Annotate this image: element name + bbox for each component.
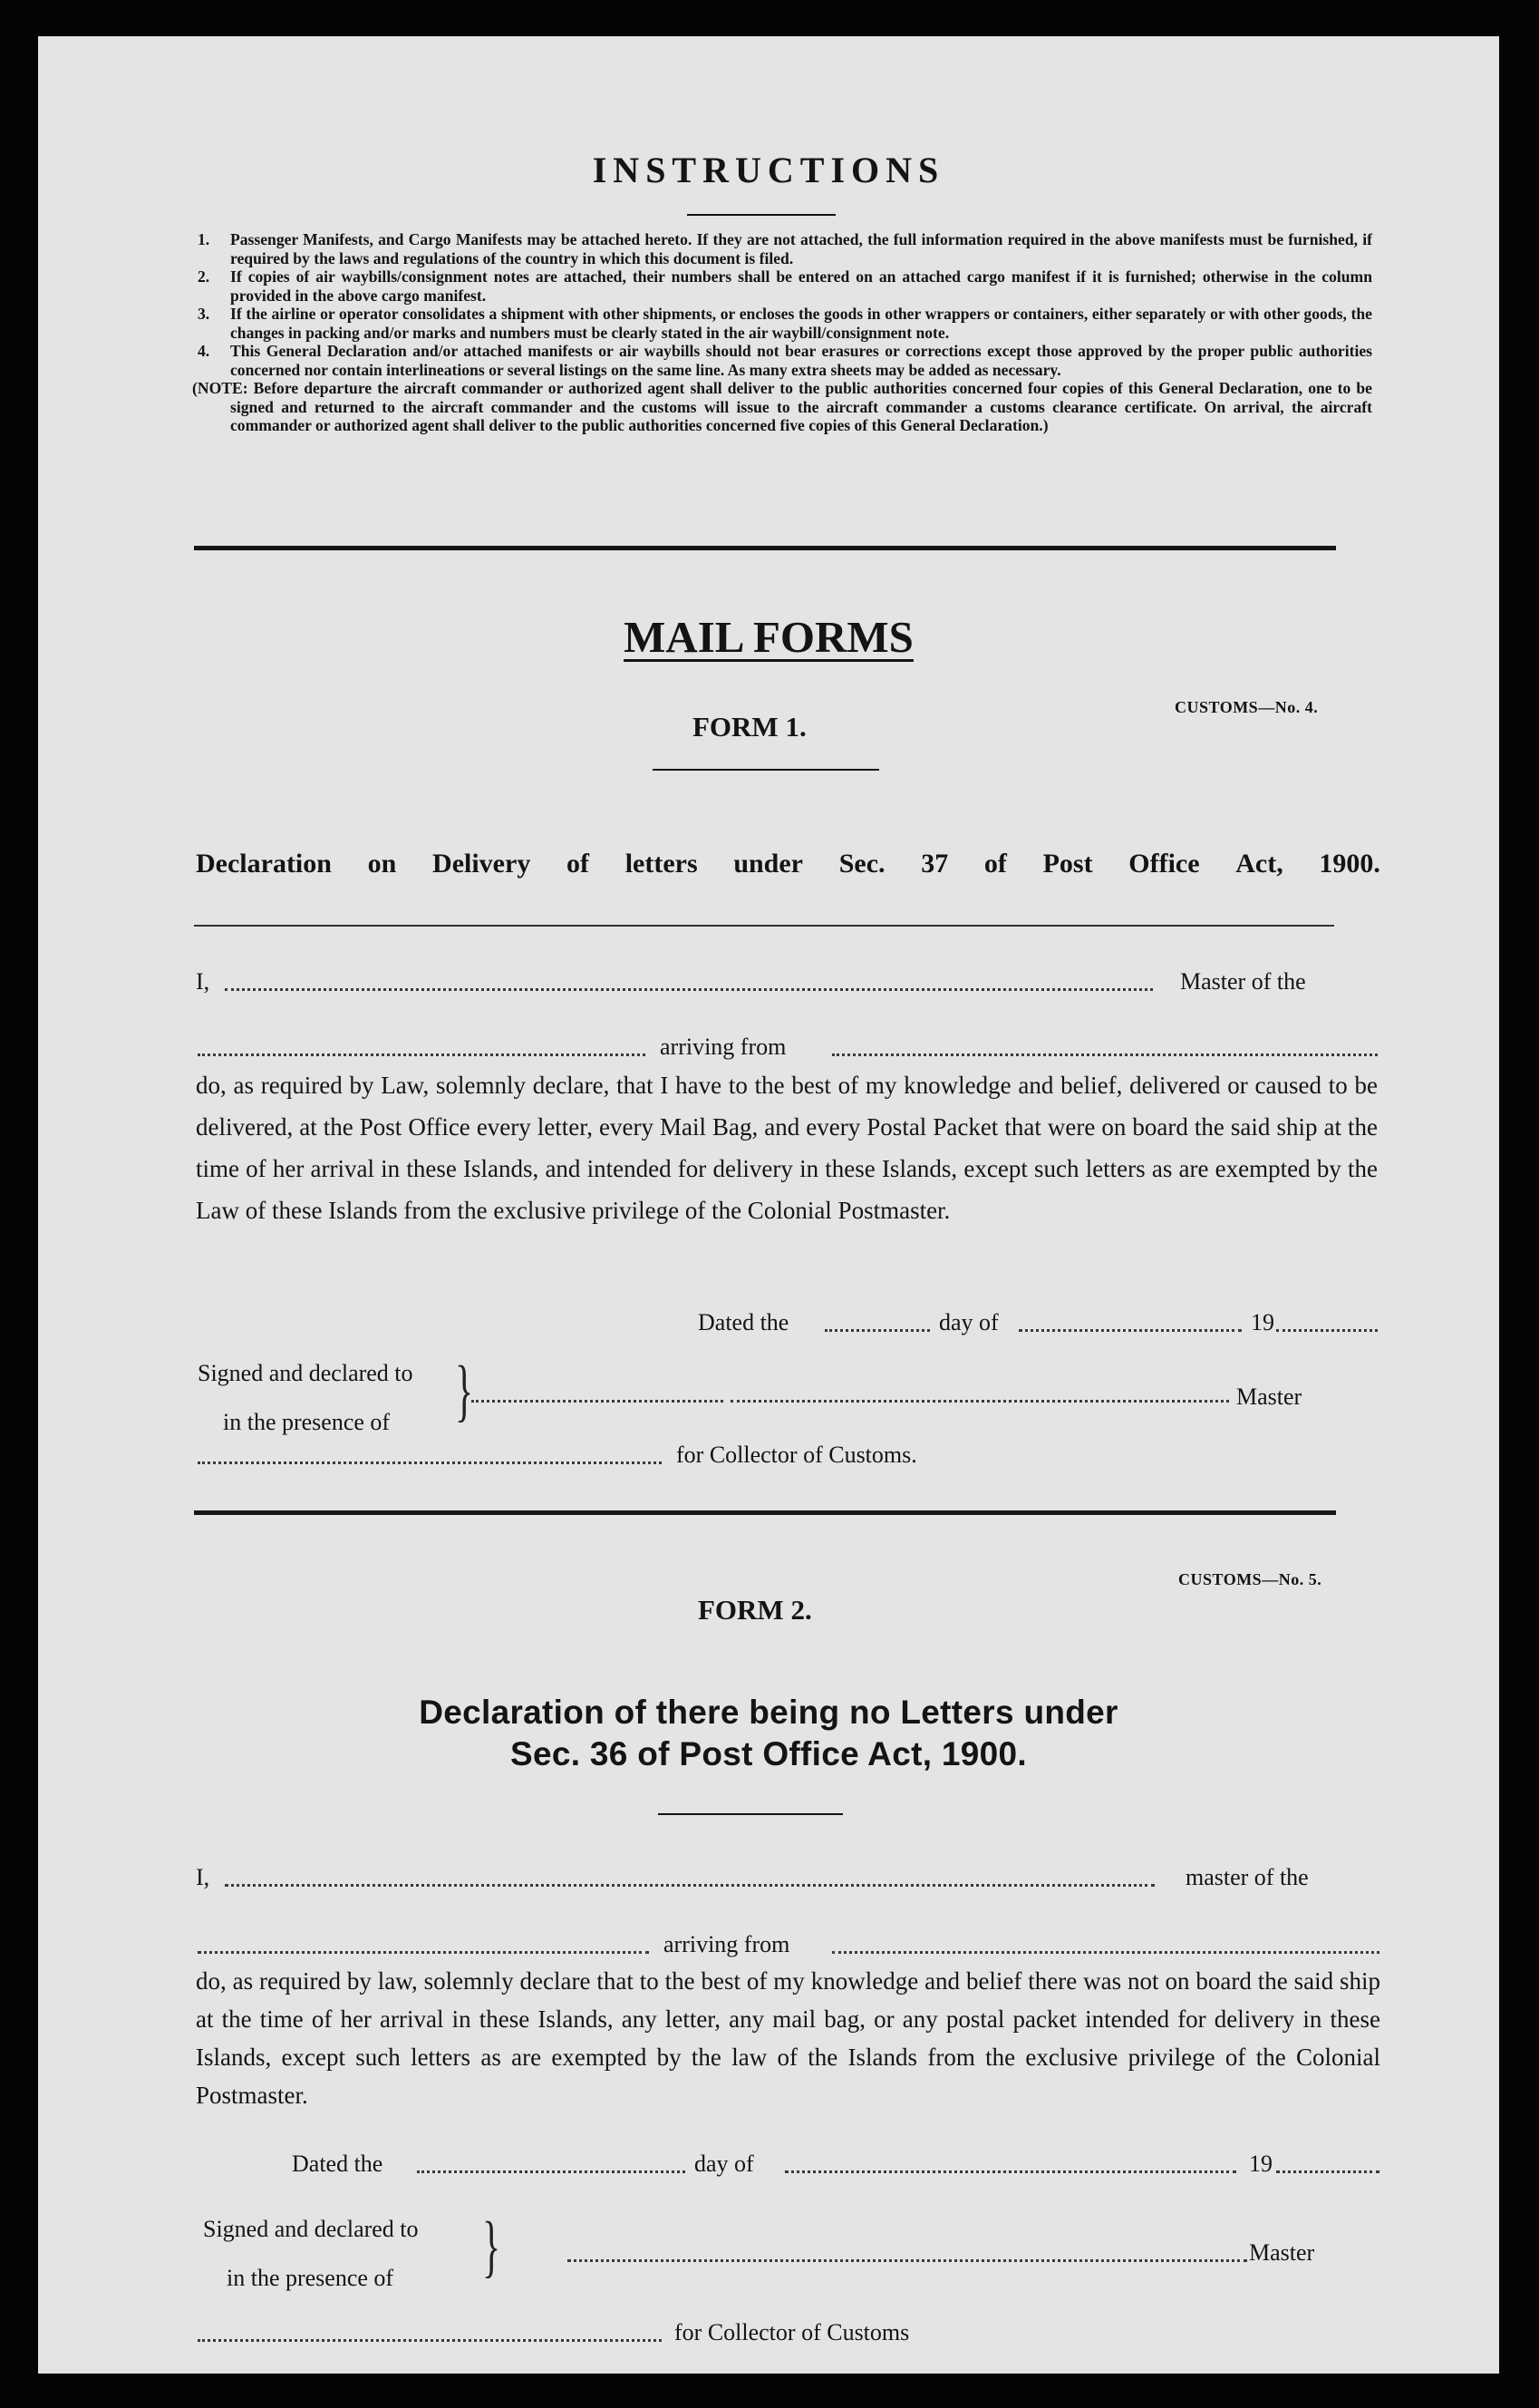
form2-signed-line2: in the presence of [227, 2265, 394, 2291]
heading-word: Declaration [196, 849, 332, 879]
heading-word: Sec. [838, 849, 886, 879]
form1-month-field[interactable] [1019, 1329, 1242, 1332]
form2-ship-field[interactable] [198, 1951, 649, 1954]
form2-body-text: do, as required by law, solemnly declare that to the best of my knowledge and belief there was not on board the said ship at the time of her arrival in these Islands, any letter, any mail bag, or any postal packet intended for delivery in these Islands, except such letters as are exempted by the law of the Islands from the exclusive privilege of the Colonial Postmaster. [196, 1967, 1380, 2109]
form1-signed-line1: Signed and declared to [198, 1360, 413, 1386]
heading-word: Act, [1235, 849, 1283, 879]
instruction-text: This General Declaration and/or attached manifests or air waybills should not bear erasures or corrections except those approved by the proper public authorities concerned nor contain interlineations or several listings on the same line. As many extra sheets may be added as necessary. [230, 342, 1372, 379]
form2-dated-the: Dated the [292, 2151, 383, 2177]
form1-year-prefix: 19 [1251, 1309, 1274, 1335]
form2-brace: } [482, 2209, 501, 2285]
instructions-note: (NOTE: Before departure the aircraft commander or authorized agent shall deliver to the public authorities concerned four copies of this General Declaration, one to be signed and returned to the aircraft commander and the customs will issue to the aircraft commander a customs clearance certificate. On arrival, the aircraft commander or authorized agent shall deliver to the public authorities concerned five copies of this General Declaration.) [192, 379, 1372, 434]
form1-date-field[interactable] [825, 1329, 930, 1332]
form1-label: FORM 1. [692, 711, 807, 743]
heading-word: Post [1042, 849, 1093, 879]
form1-ship-field[interactable] [198, 1054, 645, 1056]
instruction-number: 4. [198, 342, 210, 360]
form1-brace: } [455, 1353, 474, 1429]
instructions-title-rule [687, 214, 836, 216]
form1-witness-field[interactable] [471, 1400, 723, 1403]
form1-master-signature-field[interactable] [731, 1400, 1229, 1403]
form2-month-field[interactable] [785, 2170, 1236, 2173]
form1-dated-the: Dated the [698, 1309, 789, 1335]
heading-word: of [566, 849, 589, 879]
form1-name-field[interactable] [225, 988, 1153, 991]
form2-year-field[interactable] [1276, 2170, 1379, 2173]
form2-master-of-the: master of the [1186, 1864, 1309, 1890]
form-divider [194, 1510, 1336, 1515]
instruction-number: 1. [198, 230, 210, 248]
form2-collector-field[interactable] [198, 2339, 662, 2342]
form2-date-field[interactable] [417, 2170, 685, 2173]
form2-origin-field[interactable] [832, 1951, 1379, 1954]
instruction-text: Passenger Manifests, and Cargo Manifests may be attached hereto. If they are not attached, the full information required in the above manifests must be furnished, if required by the laws and regulations of the country in which this document is filed. [230, 230, 1372, 267]
heading-word: Office [1128, 849, 1200, 879]
instruction-item [192, 230, 1372, 267]
form2-collector-label: for Collector of Customs [674, 2319, 910, 2345]
form1-label-rule [653, 769, 879, 771]
form1-origin-field[interactable] [832, 1054, 1378, 1056]
form1-arriving-from: arriving from [660, 1034, 787, 1060]
heading-word: of [983, 849, 1007, 879]
section-divider [194, 546, 1336, 550]
form2-heading-rule [658, 1813, 843, 1815]
instruction-number: 3. [198, 305, 210, 323]
form1-master-label: Master [1236, 1384, 1302, 1410]
mail-forms-title: MAIL FORMS [624, 612, 914, 662]
form1-customs-number: CUSTOMS—No. 4. [1175, 698, 1319, 716]
form2-heading-line1: Declaration of there being no Letters under [419, 1694, 1118, 1731]
form2-heading-line2: Sec. 36 of Post Office Act, 1900. [510, 1735, 1027, 1772]
form2-year-prefix: 19 [1249, 2151, 1273, 2177]
heading-word: letters [624, 849, 698, 879]
form1-heading-rule [194, 925, 1334, 927]
form2-declaration-heading [38, 1692, 1499, 1775]
form1-collector-label: for Collector of Customs. [676, 1442, 917, 1468]
heading-word: under [733, 849, 803, 879]
form1-day-of: day of [939, 1309, 999, 1335]
form1-collector-field[interactable] [198, 1461, 662, 1464]
form1-declaration-heading [196, 849, 1380, 879]
heading-word: 37 [921, 849, 949, 879]
instructions-list [192, 230, 1372, 435]
form1-body-text: do, as required by Law, solemnly declare, that I have to the best of my knowledge and belief, delivered or caused to be delivered, at the Post Office every letter, every Mail Bag, and every Postal Packet that were on board the said ship at the time of her arrival in these Islands, and intended for delivery in these Islands, except such letters as are exempted by the Law of these Islands from the exclusive privilege of the Colonial Postmaster. [196, 1072, 1378, 1224]
instruction-text: If the airline or operator consolidates a shipment with other shipments, or encloses the goods in other wrappers or containers, either separately or with other goods, the changes in packing and/or marks and numbers must be clearly stated in the air waybill/consignment note. [230, 305, 1372, 342]
instruction-item [192, 305, 1372, 342]
instructions-title: INSTRUCTIONS [592, 150, 945, 190]
document-page [38, 36, 1499, 2374]
instruction-text: If copies of air waybills/consignment notes are attached, their numbers shall be entered on an attached cargo manifest if it is furnished; otherwise in the column provided in the above cargo manifest. [230, 267, 1372, 305]
form2-master-label: Master [1249, 2239, 1315, 2266]
form2-witness-signature-field[interactable] [567, 2259, 1247, 2262]
instruction-item [192, 267, 1372, 305]
form2-i-label: I, [196, 1864, 210, 1890]
form2-signed-line1: Signed and declared to [203, 2216, 419, 2242]
form1-year-field[interactable] [1276, 1329, 1378, 1332]
form1-master-of-the: Master of the [1180, 968, 1306, 995]
form2-name-field[interactable] [225, 1884, 1155, 1887]
heading-word: on [367, 849, 397, 879]
form2-label: FORM 2. [698, 1594, 812, 1626]
instruction-item [192, 342, 1372, 379]
instruction-number: 2. [198, 267, 210, 286]
form1-signed-line2: in the presence of [223, 1409, 391, 1435]
form2-customs-number: CUSTOMS—No. 5. [1178, 1570, 1322, 1588]
form2-day-of: day of [694, 2151, 754, 2177]
heading-word: 1900. [1319, 849, 1380, 879]
heading-word: Delivery [432, 849, 531, 879]
form1-i-label: I, [196, 968, 210, 995]
form2-arriving-from: arriving from [663, 1931, 790, 1957]
